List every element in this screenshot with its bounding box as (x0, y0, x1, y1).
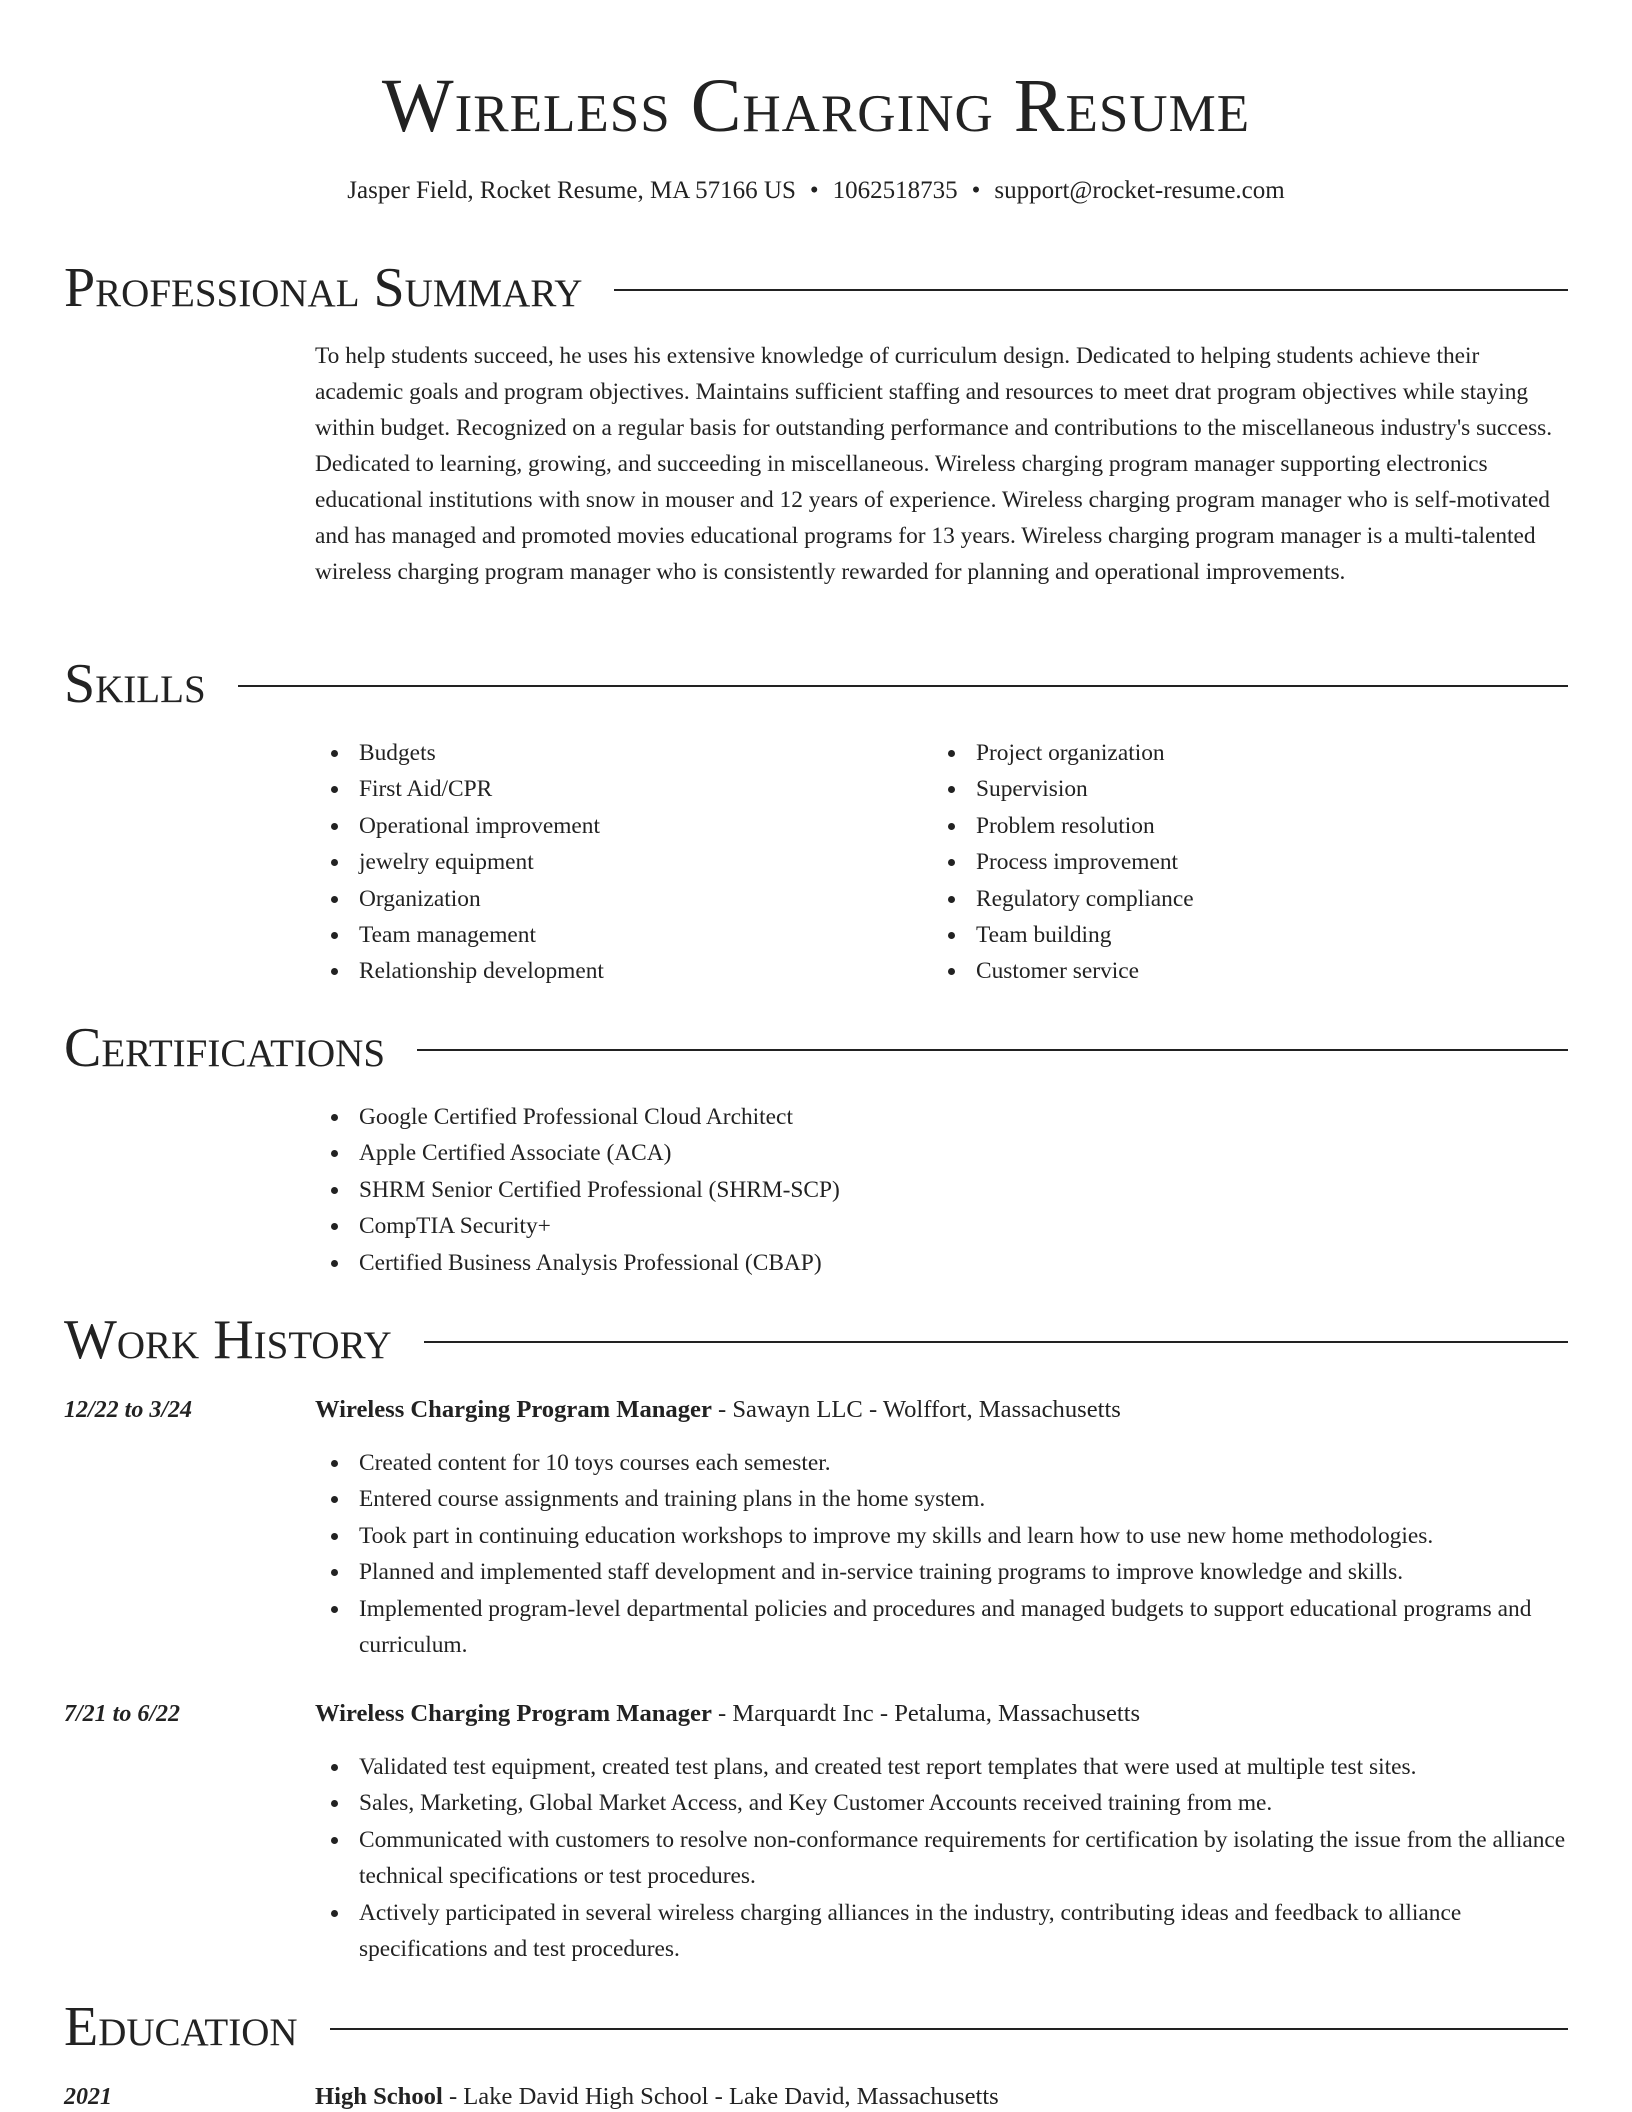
section-title: Professional Summary (64, 257, 583, 319)
skill-item: Supervision (932, 771, 1532, 807)
job-bullet: Created content for 10 toys courses each semester. (315, 1445, 1570, 1481)
education-line (315, 2081, 999, 2112)
skill-item: Customer service (932, 953, 1532, 989)
certification-item: Apple Certified Associate (ACA) (315, 1135, 1570, 1171)
contact-phone: 1062518735 (832, 177, 958, 204)
section-divider (417, 1049, 1568, 1051)
job-bullets (315, 1445, 1570, 1663)
skill-item: jewelry equipment (315, 844, 915, 880)
section-divider (614, 289, 1568, 291)
section-title: Certifications (64, 1017, 386, 1079)
education-degree: High School (315, 2083, 443, 2110)
certification-item: CompTIA Security+ (315, 1208, 1570, 1244)
job-title-line (315, 1698, 1140, 1730)
skills-heading (64, 654, 1568, 714)
summary-heading (64, 258, 1568, 318)
job-bullets (315, 1749, 1570, 1967)
skill-item: Budgets (315, 735, 915, 771)
job-details: - Marquardt Inc - Petaluma, Massachusetts (711, 1700, 1141, 1727)
job-role: Wireless Charging Program Manager (315, 1396, 712, 1423)
job-bullet: Took part in continuing education workshops to improve my skills and learn how to use new home methodologies. (315, 1518, 1570, 1554)
section-title: Skills (64, 653, 206, 715)
job-bullet: Implemented program-level departmental policies and procedures and managed budgets to support educational programs and curriculum. (315, 1591, 1570, 1664)
certifications-list (315, 1099, 1570, 1281)
job-bullet: Communicated with customers to resolve non-conformance requirements for certification by isolating the issue from the alliance technical specifications or test procedures. (315, 1822, 1570, 1895)
job-title-line (315, 1394, 1121, 1426)
skill-item: Regulatory compliance (932, 881, 1532, 917)
skills-list-right (932, 735, 1532, 990)
job-dates: 7/21 to 6/22 (64, 1701, 181, 1727)
resume-title: Wireless Charging Resume (381, 64, 1251, 148)
job-bullet: Planned and implemented staff development and in-service training programs to improve knowledge and skills. (315, 1554, 1570, 1590)
section-title: Work History (64, 1309, 392, 1371)
skill-item: Operational improvement (315, 808, 915, 844)
certification-item: Certified Business Analysis Professional (CBAP) (315, 1245, 1570, 1281)
job-dates: 12/22 to 3/24 (64, 1397, 193, 1423)
education-heading (64, 1997, 1568, 2057)
skills-list-left (315, 735, 915, 990)
skill-item: Process improvement (932, 844, 1532, 880)
contact-address: Jasper Field, Rocket Resume, MA 57166 US (347, 177, 796, 204)
section-divider (238, 685, 1568, 687)
certifications-heading (64, 1018, 1568, 1078)
certification-item: SHRM Senior Certified Professional (SHRM-SCP) (315, 1172, 1570, 1208)
job-bullet: Validated test equipment, created test plans, and created test report templates that were used at multiple test sites. (315, 1749, 1570, 1785)
skill-item: First Aid/CPR (315, 771, 915, 807)
skill-item: Problem resolution (932, 808, 1532, 844)
work-history-heading (64, 1310, 1568, 1370)
job-bullet: Sales, Marketing, Global Market Access, and Key Customer Accounts received training from me. (315, 1785, 1570, 1821)
section-divider (424, 1341, 1568, 1343)
job-details: - Sawayn LLC - Wolffort, Massachusetts (711, 1396, 1121, 1423)
skill-item: Relationship development (315, 953, 915, 989)
certification-item: Google Certified Professional Cloud Architect (315, 1099, 1570, 1135)
job-bullet: Actively participated in several wireless charging alliances in the industry, contributing ideas and feedback to alliance specifications and test procedures. (315, 1895, 1570, 1968)
section-title: Education (64, 1996, 298, 2058)
contact-email[interactable]: support@rocket-resume.com (994, 177, 1285, 204)
summary-text: To help students succeed, he uses his extensive knowledge of curriculum design. Dedicated to helping students achieve their academic goals and program objectives. Maintains sufficient staffing and resources to meet drat program objectives while staying within budget. Recognized on a regular basis for outstanding performance and contributions to the miscellaneous industry's success. Dedicated to learning, growing, and succeeding in miscellaneous. Wireless charging program manager supporting electronics educational institutions with snow in mouser and 12 years of experience. Wireless charging program manager who is self-motivated and has managed and promoted movies educational programs for 13 years. Wireless charging program manager is a multi-talented wireless charging program manager who is consistently rewarded for planning and operational improvements. (315, 343, 1553, 585)
skill-item: Project organization (932, 735, 1532, 771)
education-year: 2021 (64, 2084, 112, 2110)
skill-item: Team building (932, 917, 1532, 953)
skill-item: Organization (315, 881, 915, 917)
job-bullet: Entered course assignments and training plans in the home system. (315, 1481, 1570, 1517)
contact-separator: • (809, 177, 819, 204)
section-divider (330, 2028, 1568, 2030)
education-details: - Lake David High School - Lake David, Massachusetts (442, 2083, 999, 2110)
contact-line (0, 175, 1632, 207)
skill-item: Team management (315, 917, 915, 953)
contact-separator: • (971, 177, 981, 204)
job-role: Wireless Charging Program Manager (315, 1700, 712, 1727)
